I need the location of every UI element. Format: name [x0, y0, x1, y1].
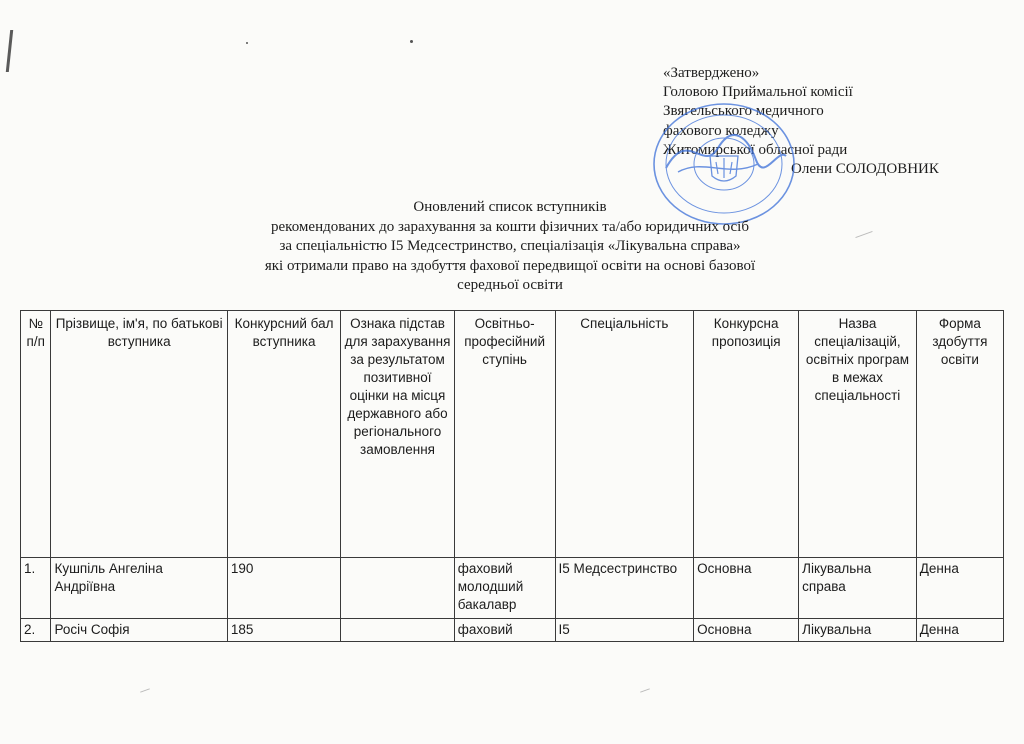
document-title	[180, 198, 840, 296]
cell-basis	[341, 619, 454, 642]
cell-form: Денна	[916, 558, 1003, 619]
title-line-3: за спеціальністю І5 Медсестринство, спеціалізація «Лікувальна справа»	[279, 238, 741, 254]
header-degree: Освітньо-професійний ступінь	[454, 311, 555, 558]
cell-specialty: І5	[555, 619, 694, 642]
scan-dot	[410, 40, 413, 43]
header-name: Прізвище, ім'я, по батькові вступника	[51, 311, 227, 558]
scan-dot	[246, 42, 248, 44]
cell-program: Лікувальна	[799, 619, 917, 642]
header-number: № п/п	[21, 311, 51, 558]
table-row	[21, 558, 1004, 619]
cell-degree: фаховий молодший бакалавр	[454, 558, 555, 619]
scan-speck	[140, 688, 150, 692]
header-form: Форма здобуття освіти	[916, 311, 1003, 558]
scan-speck	[855, 231, 872, 238]
header-basis: Ознака підстав для зарахування за результатом позитивної оцінки на місця державного або регіонального замовлення	[341, 311, 454, 558]
table-header-row	[21, 311, 1004, 558]
cell-form: Денна	[916, 619, 1003, 642]
cell-score: 185	[227, 619, 340, 642]
cell-offer: Основна	[694, 619, 799, 642]
approval-line-1: «Затверджено»	[663, 65, 760, 81]
cell-number: 2.	[21, 619, 51, 642]
title-line-2: рекомендованих до зарахування за кошти фізичних та/або юридичних осіб	[271, 218, 749, 235]
cell-program: Лікувальна справа	[799, 558, 917, 619]
applicants-table	[20, 310, 1004, 642]
title-line-1: Оновлений список вступників	[413, 199, 607, 215]
cell-score: 190	[227, 558, 340, 619]
cell-name: Кушпіль Ангеліна Андріївна	[51, 558, 227, 619]
cell-number: 1.	[21, 558, 51, 619]
cell-specialty: І5 Медсестринство	[555, 558, 694, 619]
approval-signer: Олени СОЛОДОВНИК	[791, 161, 939, 178]
table-row	[21, 619, 1004, 642]
cell-name: Росіч Софія	[51, 619, 227, 642]
cell-basis	[341, 558, 454, 619]
approval-line-3: Звягельського медичного	[663, 103, 824, 120]
title-line-4: які отримали право на здобуття фахової передвищої освіти на основі базової	[264, 257, 756, 274]
approval-line-5: Житомирської обласної ради	[663, 141, 848, 158]
header-specialty: Спеціальність	[555, 311, 694, 558]
header-score: Конкурсний бал вступника	[227, 311, 340, 558]
scan-speck	[640, 688, 650, 692]
title-line-5: середньої освіти	[457, 277, 563, 293]
approval-line-4: фахового коледжу	[663, 122, 779, 139]
header-program: Назва спеціалізацій, освітніх програм в межах спеціальності	[799, 311, 917, 558]
cell-degree: фаховий	[454, 619, 555, 642]
approval-line-2: Головою Приймальної комісії	[663, 84, 853, 101]
scan-mark	[6, 30, 19, 72]
cell-offer: Основна	[694, 558, 799, 619]
header-offer: Конкурсна пропозиція	[694, 311, 799, 558]
